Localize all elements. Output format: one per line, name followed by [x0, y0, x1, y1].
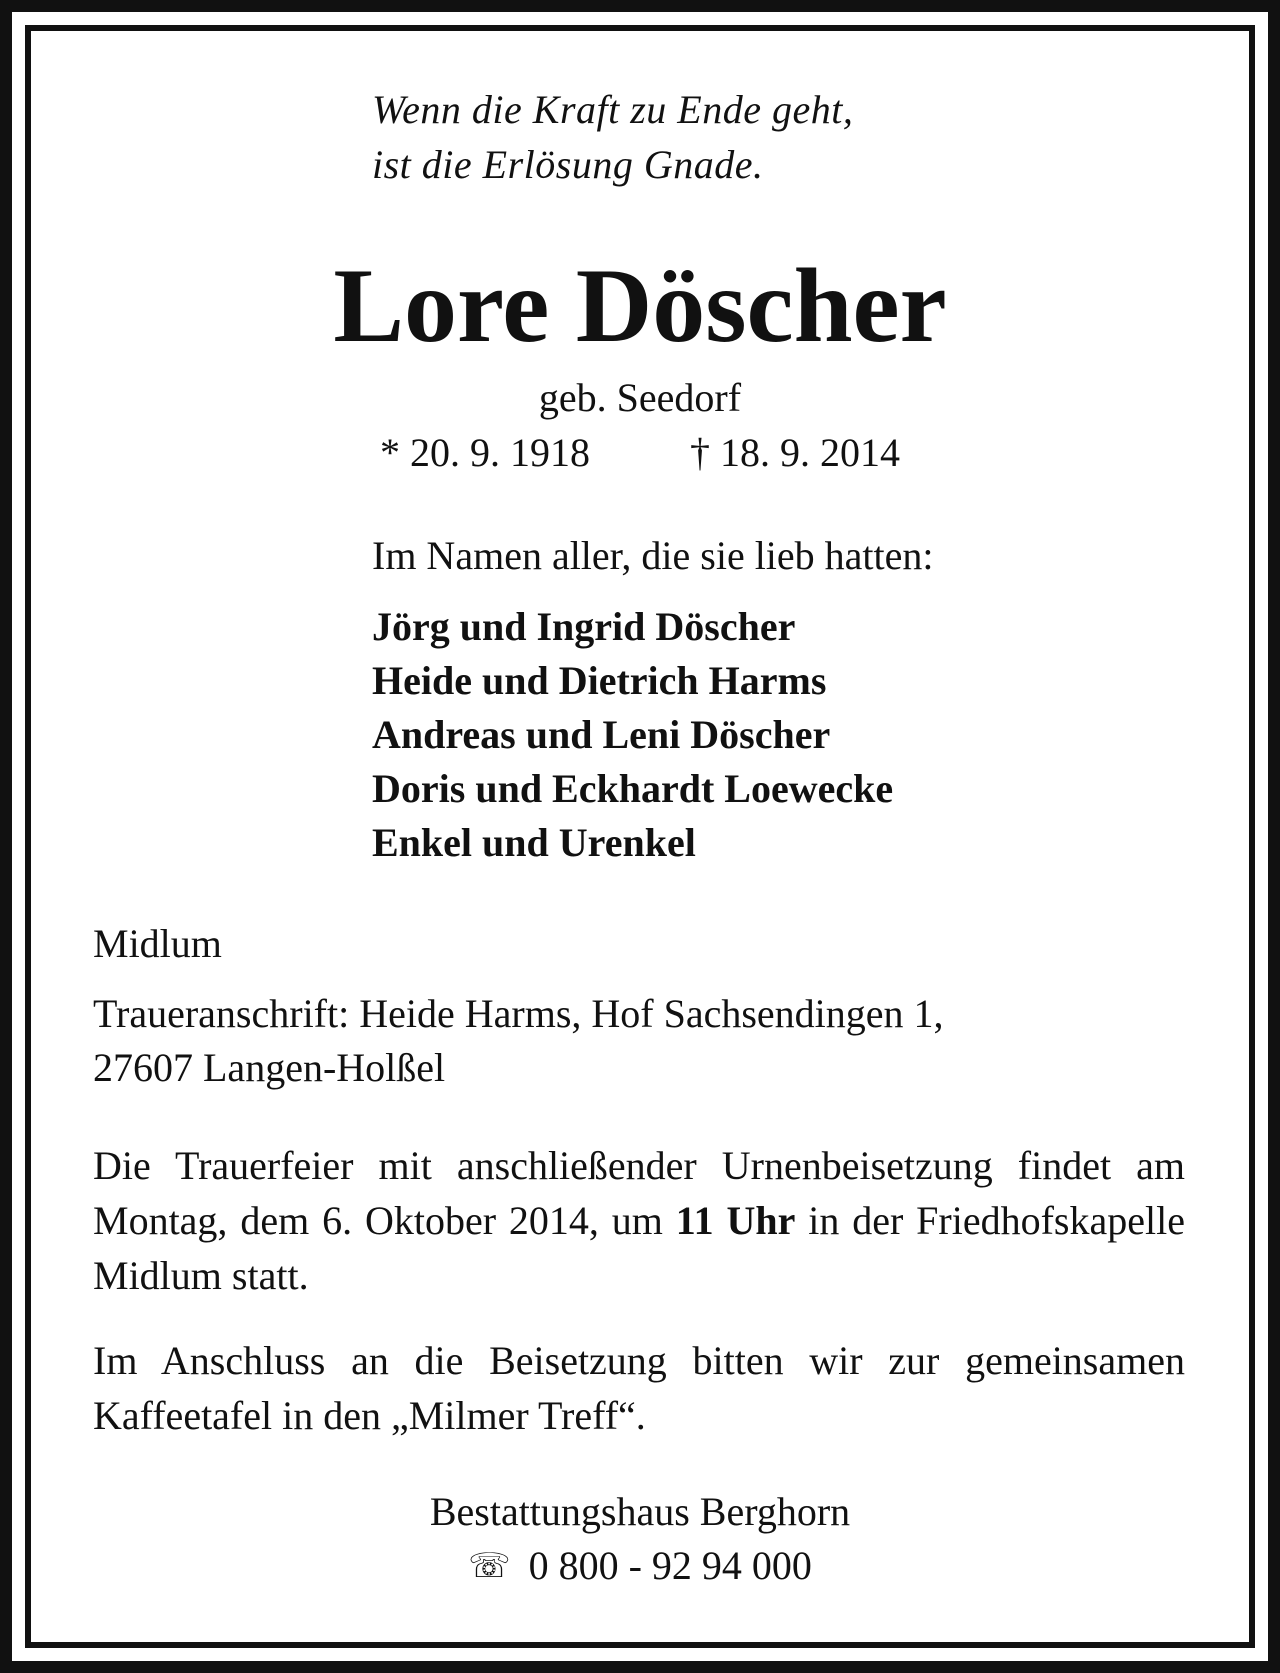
undertaker-block [0, 1485, 1280, 1593]
mourners-list [372, 600, 893, 870]
undertaker-name: Bestattungshaus Berghorn [429, 1489, 851, 1534]
location: Midlum [93, 921, 222, 966]
mourner-name: Jörg und Ingrid Döscher [372, 604, 796, 649]
motto-line-1: Wenn die Kraft zu Ende geht, [372, 87, 854, 132]
ceremony-text-before: Die Trauerfeier mit anschließender Urnenbeisetzung findet am Montag, dem 6. Oktober 2014, um [93, 1143, 1185, 1243]
mourners-intro: Im Namen aller, die sie lieb hatten: [372, 533, 934, 578]
ceremony-time: 11 Uhr [675, 1198, 796, 1243]
mourner-name: Doris und Eckhardt Loewecke [372, 766, 894, 811]
mourning-address [93, 987, 1185, 1095]
reception-notice: Im Anschluss an die Beisetzung bitten wir zur gemeinsamen Kaffeetafel in den „Milmer Treff“. [93, 1338, 1185, 1438]
mourner-name: Andreas und Leni Döscher [372, 712, 831, 757]
birth-name: geb. Seedorf [538, 375, 742, 420]
undertaker-phone-line [0, 1539, 1280, 1593]
death-date: † 18. 9. 2014 [690, 430, 900, 475]
ceremony-notice [93, 1138, 1185, 1303]
motto-quote [372, 82, 853, 192]
telephone-icon: ☏ [468, 1546, 511, 1586]
address-line-2: 27607 Langen-Holßel [93, 1045, 446, 1090]
mourner-name: Heide und Dietrich Harms [372, 658, 827, 703]
address-line-1: Traueranschrift: Heide Harms, Hof Sachsendingen 1, [93, 991, 944, 1036]
undertaker-phone: 0 800 - 92 94 000 [528, 1543, 812, 1588]
birth-date: * 20. 9. 1918 [380, 430, 590, 475]
motto-line-2: ist die Erlösung Gnade. [372, 142, 764, 187]
mourner-name: Enkel und Urenkel [372, 820, 696, 865]
deceased-name: Lore Döscher [333, 247, 947, 364]
ceremony-text-after: in der Friedhofskapelle Midlum statt. [93, 1198, 1185, 1298]
life-dates [0, 428, 1280, 478]
